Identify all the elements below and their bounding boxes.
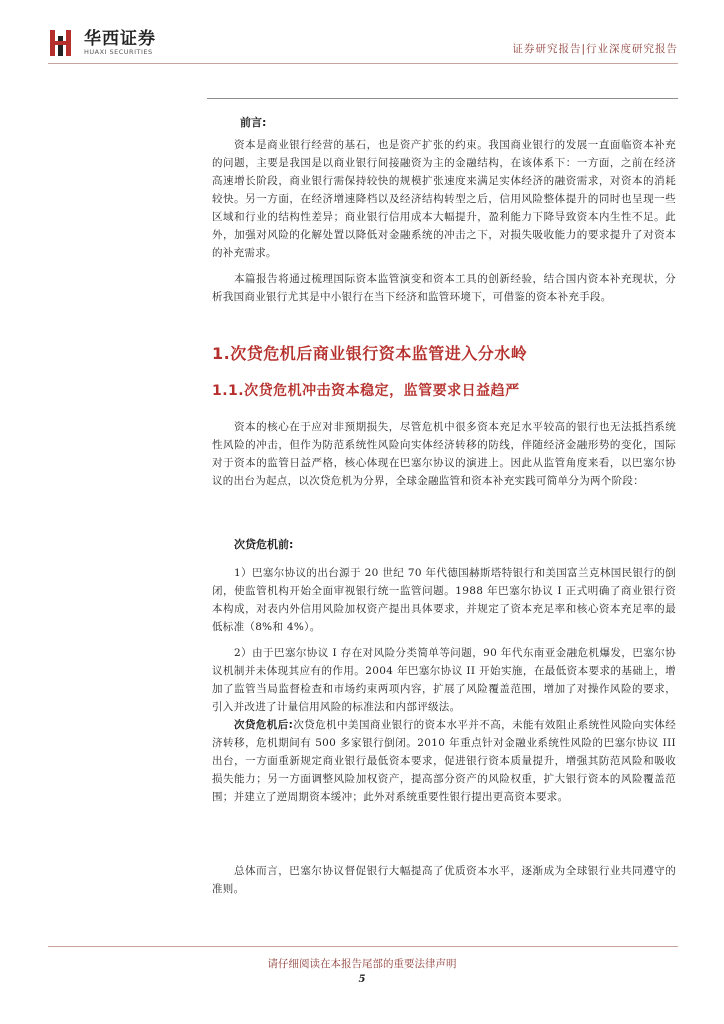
after-crisis-paragraph xyxy=(212,716,676,806)
intro-title: 前言: xyxy=(240,116,267,129)
after-crisis-title: 次贷危机后: xyxy=(234,719,294,731)
intro-section xyxy=(212,100,676,306)
conclusion-section xyxy=(212,862,676,898)
after-crisis-text: 次贷危机中美国商业银行的资本水平并不高，未能有效阻止系统性风险向实体经济转移，危机期间有 500 多家银行倒闭。2010 年重点针对金融业系统性风险的巴塞尔协议 III 出台，一方面重新规定商业银行最低资本要求，促进银行资本质量提升，增强其防范风险和吸收损失能力；另一方面调整风险加权资产，提高部分资产的风险权重，扩大银行资本的风险覆盖范围；并建立了逆周期资本缓冲；此外对系统重要性银行提出更高资本要求。 xyxy=(212,719,676,803)
page-header xyxy=(0,0,724,72)
after-crisis-section xyxy=(212,716,676,806)
before-crisis-paragraph-2: 2）由于巴塞尔协议 I 存在对风险分类简单等问题，90 年代东南亚金融危机爆发，巴塞尔协议机制并未体现其应有的作用。2004 年巴塞尔协议 II 开始实施，在最低资本要求的基础上，增加了监管当局监督检查和市场约束两项内容，扩展了风险覆盖范围，增加了对操作风险的要求，引入并改进了计量信用风险的标准法和内部评级法。 xyxy=(212,647,676,713)
section-1-1-body xyxy=(212,418,676,490)
logo-english-name: HUAXI SECURITIES xyxy=(84,47,153,56)
report-type-label: 证券研究报告|行业深度研究报告 xyxy=(512,43,678,55)
before-crisis-paragraph-1: 1）巴塞尔协议的出台源于 20 世纪 70 年代德国赫斯塔特银行和美国富兰克林国民银行的倒闭，使监管机构开始全面审视银行统一监管问题。1988 年巴塞尔协议 I 正式明确了商业银行资本构成，对表内外信用风险加权资产提出具体要求，并规定了资本充足率和核心资本充足率的最低标准（8%和 4%）。 xyxy=(212,567,676,633)
conclusion-paragraph: 总体而言，巴塞尔协议督促银行大幅提高了优质资本水平，逐渐成为全球银行业共同遵守的准则。 xyxy=(212,865,676,895)
legal-notice: 请仔细阅读在本报告尾部的重要法律声明 xyxy=(267,958,457,970)
company-logo xyxy=(48,28,156,58)
intro-paragraph-1: 资本是商业银行经营的基石，也是资产扩张的约束。我国商业银行的发展一直面临资本补充的问题，主要是我国是以商业银行间接融资为主的金融结构，在该体系下：一方面，之前在经济高速增长阶段，商业银行需保持较快的规模扩张速度来满足实体经济的融资需求，对资本的消耗较快。另一方面，在经济增速降档以及经济结构转型之后，信用风险整体提升的同时也呈现一些区域和行业的结构性差异；商业银行信用成本大幅提升，盈利能力下降导致资本内生性不足。此外，加强对风险的化解处置以降低对金融系统的冲击之下，对损失吸收能力的要求提升了对资本的补充需求。 xyxy=(212,139,676,259)
before-crisis-title: 次贷危机前: xyxy=(234,538,294,551)
section-1-1-paragraph: 资本的核心在于应对非预期损失，尽管危机中很多资本充足水平较高的银行也无法抵挡系统性风险的冲击，但作为防范系统性风险向实体经济转移的防线，伴随经济金融形势的变化，国际对于资本的监管日益严格，核心体现在巴塞尔协议的演进上。因此从监管角度来看，以巴塞尔协议的出台为起点，以次贷危机为分界，全球金融监管和资本补充实践可简单分为两个阶段： xyxy=(212,421,676,487)
before-crisis-section xyxy=(212,536,676,716)
footer-divider xyxy=(48,946,678,947)
page-number: 5 xyxy=(358,974,366,985)
intro-top-rule xyxy=(207,98,678,99)
huaxi-logo-icon xyxy=(48,28,76,58)
intro-paragraph-2: 本篇报告将通过梳理国际资本监管演变和资本工具的创新经验，结合国内资本补充现状，分析我国商业银行尤其是中小银行在当下经济和监管环境下，可借鉴的资本补充手段。 xyxy=(212,273,676,303)
logo-chinese-name: 华西证券 xyxy=(84,28,156,49)
section-1-1-heading: 1.1.次贷危机冲击资本稳定，监管要求日益趋严 xyxy=(212,383,520,399)
section-1-heading: 1.次贷危机后商业银行资本监管进入分水岭 xyxy=(212,344,528,363)
header-divider xyxy=(48,63,678,64)
